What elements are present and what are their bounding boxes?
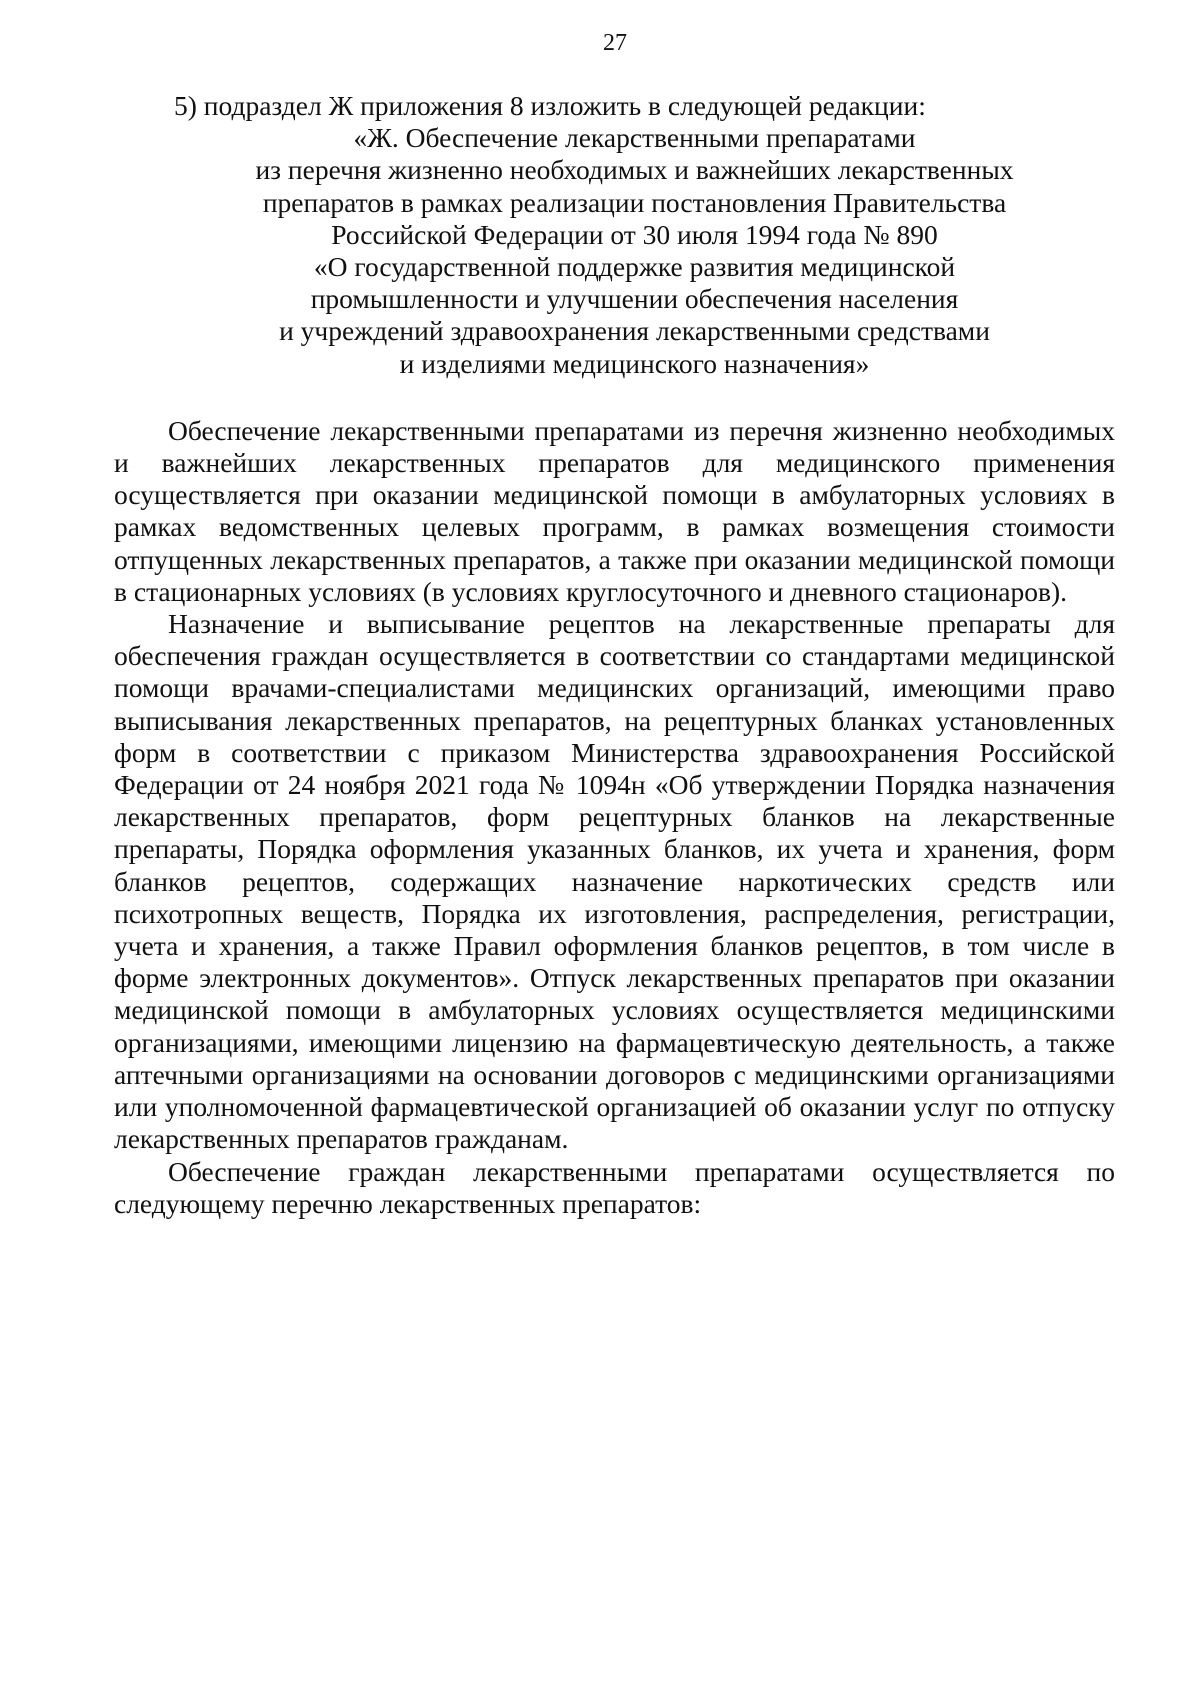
document-body	[114, 90, 1115, 1220]
amendment-intro: 5) подраздел Ж приложения 8 изложить в следующей редакции:	[174, 90, 926, 121]
heading-line: «О государственной поддержке развития медицинской	[313, 251, 956, 283]
section-heading	[114, 122, 1115, 380]
heading-line: «Ж. Обеспечение лекарственными препаратами	[353, 122, 916, 154]
heading-line: Российской Федерации от 30 июля 1994 года № 890	[331, 218, 938, 250]
heading-line: и учреждений здравоохранения лекарственными средствами	[279, 315, 990, 347]
heading-line: препаратов в рамках реализации постановления Правительства	[262, 186, 1007, 218]
body-paragraph: Обеспечение граждан лекарственными препаратами осуществляется по следующему перечню лекарственных препаратов:	[114, 1155, 1115, 1219]
body-paragraph: Обеспечение лекарственными препаратами из перечня жизненно необходимых и важнейших лекарственных препаратов для медицинского применения осуществляется при оказании медицинской помощи в амбулаторных условиях в рамках ведомственных целевых программ, в рамках возмещения стоимости отпущенных лекарственных препаратов, а также при оказании медицинской помощи в стационарных условиях (в условиях круглосуточного и дневного стационаров).	[114, 414, 1115, 607]
heading-line: промышленности и улучшении обеспечения населения	[310, 283, 959, 315]
heading-line: из перечня жизненно необходимых и важнейших лекарственных	[255, 154, 1014, 186]
body-paragraph: Назначение и выписывание рецептов на лекарственные препараты для обеспечения граждан осуществляется в соответствии со стандартами медицинской помощи врачами-специалистами медицинских организаций, имеющими право выписывания лекарственных препаратов, на рецептурных бланках установленных форм в соответствии с приказом Министерства здравоохранения Российской Федерации от 24 ноября 2021 года № 1094н «Об утверждении Порядка назначения лекарственных препаратов, форм рецептурных бланков на лекарственные препараты, Порядка оформления указанных бланков, их учета и хранения, форм бланков рецептов, содержащих назначение наркотических средств или психотропных веществ, Порядка их изготовления, распределения, регистрации, учета и хранения, а также Правил оформления бланков рецептов, в том числе в форме электронных документов». Отпуск лекарственных препаратов при оказании медицинской помощи в амбулаторных условиях осуществляется медицинскими организациями, имеющими лицензию на фармацевтическую деятельность, а также аптечными организациями на основании договоров с медицинскими организациями или уполномоченной фармацевтической организацией об оказании услуг по отпуску лекарственных препаратов гражданам.	[114, 608, 1115, 1155]
page-number: 27	[603, 30, 627, 56]
section-spacer	[114, 380, 1115, 415]
heading-line: и изделиями медицинского назначения»	[399, 347, 870, 379]
